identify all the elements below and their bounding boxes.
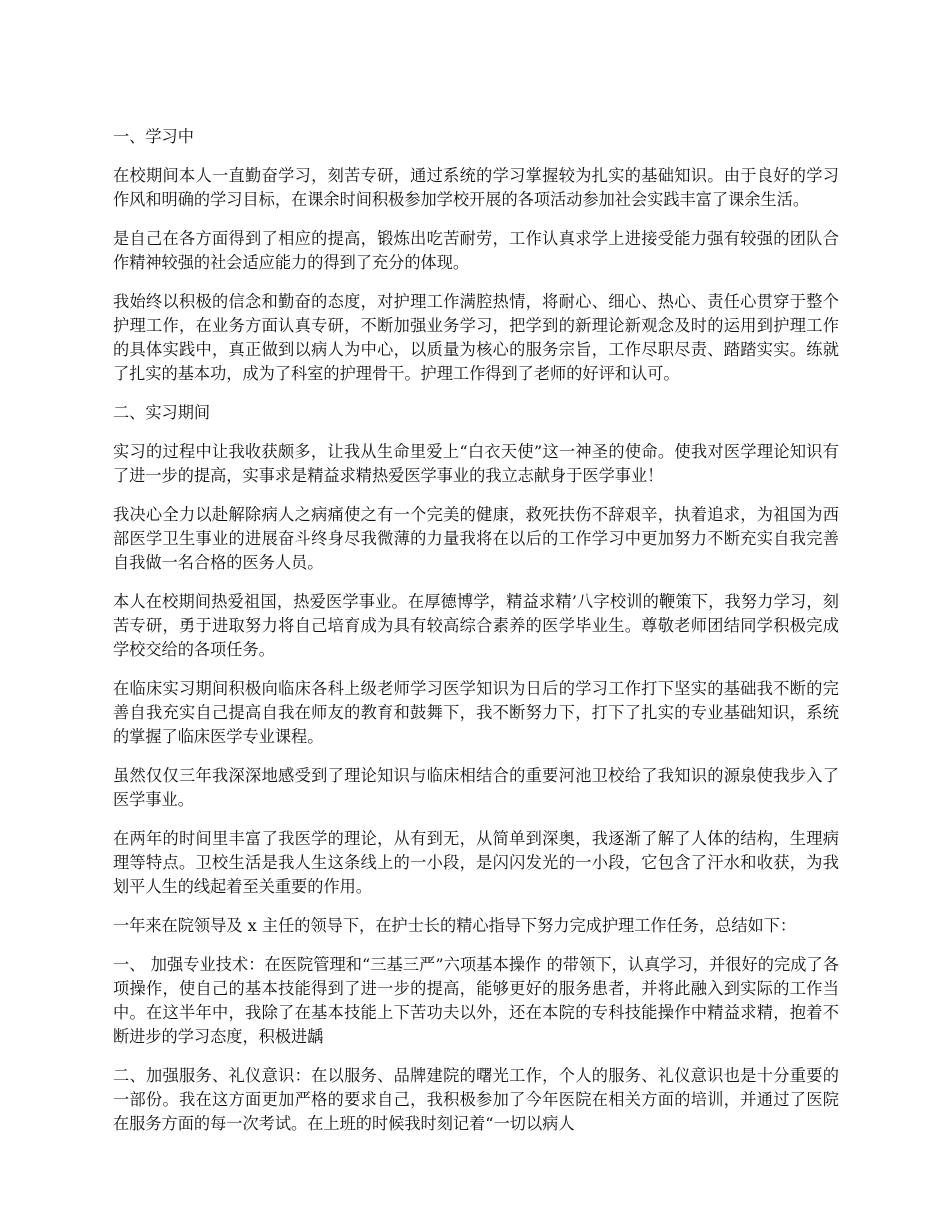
paragraph: 在两年的时间里丰富了我医学的理论，从有到无，从简单到深奥，我逐渐了解了人体的结构，生理病理等特点。卫校生活是我人生这条线上的一小段，是闪闪发光的一小段，它包含了汗水和收获，为我划平人生的线起着至关重要的作用。 — [113, 829, 839, 896]
paragraph: 我始终以积极的信念和勤奋的态度，对护理工作满腔热情，将耐心、细心、热心、责任心贯穿于整个护理工作，在业务方面认真专研，不断加强业务学习，把学到的新理论新观念及时的运用到护理工作的具体实践中，真正做到以病人为中心，以质量为核心的服务宗旨，工作尽职尽责、踏踏实实。练就了扎实的基本功，成为了科室的护理骨干。护理工作得到了老师的好评和认可。 — [113, 292, 839, 383]
paragraph: 在临床实习期间积极向临床各科上级老师学习医学知识为日后的学习工作打下坚实的基础我不断的完善自我充实自己提高自我在师友的教育和鼓舞下，我不断努力下，打下了扎实的专业基础知识，系统的掌握了临床医学专业课程。 — [113, 679, 839, 746]
document-body — [113, 125, 839, 1151]
paragraph: 是自己在各方面得到了相应的提高，锻炼出吃苦耐劳，工作认真求学上进接受能力强有较强的团队合作精神较强的社会适应能力的得到了充分的体现。 — [113, 229, 839, 272]
section-heading-internship: 二、实习期间 — [113, 403, 211, 422]
paragraph: 二、加强服务、礼仪意识：在以服务、品牌建院的曙光工作，个人的服务、礼仪意识也是十分重要的一部份。我在这方面更加严格的要求自己，我积极参加了今年医院在相关方面的培训，并通过了医院在服务方面的每一次考试。在上班的时候我时刻记着“一切以病人 — [113, 1066, 839, 1133]
paragraph: 本人在校期间热爱祖国，热爱医学事业。在厚德博学，精益求精’八字校训的鞭策下，我努力学习，刻苦专研，勇于进取努力将自己培育成为具有较高综合素养的医学毕业生。尊敬老师团结同学积极完成学校交给的各项任务。 — [113, 592, 839, 659]
paragraph: 一年来在院领导及 x 主任的领导下，在护士长的精心指导下努力完成护理工作任务，总结如下： — [113, 916, 797, 935]
section-heading-study: 一、学习中 — [113, 127, 194, 146]
paragraph: 实习的过程中让我收获颇多，让我从生命里爱上“白衣天使”这一神圣的使命。使我对医学理论知识有了进一步的提高，实事求是精益求精热爱医学事业的我立志献身于医学事业！ — [113, 442, 839, 485]
paragraph: 虽然仅仅三年我深深地感受到了理论知识与临床相结合的重要河池卫校给了我知识的源泉使我步入了医学事业。 — [113, 766, 839, 809]
paragraph: 我决心全力以赴解除病人之病痛使之有一个完美的健康，救死扶伤不辞艰辛，执着追求，为祖国为西部医学卫生事业的进展奋斗终身尽我微薄的力量我将在以后的工作学习中更加努力不断充实自我完善自我做一名合格的医务人员。 — [113, 505, 839, 572]
paragraph: 一、 加强专业技术：在医院管理和“三基三严”六项基本操作 的带领下，认真学习，并很好的完成了各项操作，使自己的基本技能得到了进一步的提高，能够更好的服务患者，并将此融入到实际的工作当中。在这半年中，我除了在基本技能上下苦功夫以外，还在本院的专科技能操作中精益求精，抱着不断进步的学习态度，积极进龋 — [113, 955, 839, 1046]
paragraph: 在校期间本人一直勤奋学习，刻苦专研，通过系统的学习掌握较为扎实的基础知识。由于良好的学习作风和明确的学习目标，在课余时间积极参加学校开展的各项活动参加社会实践丰富了课余生活。 — [113, 166, 839, 209]
